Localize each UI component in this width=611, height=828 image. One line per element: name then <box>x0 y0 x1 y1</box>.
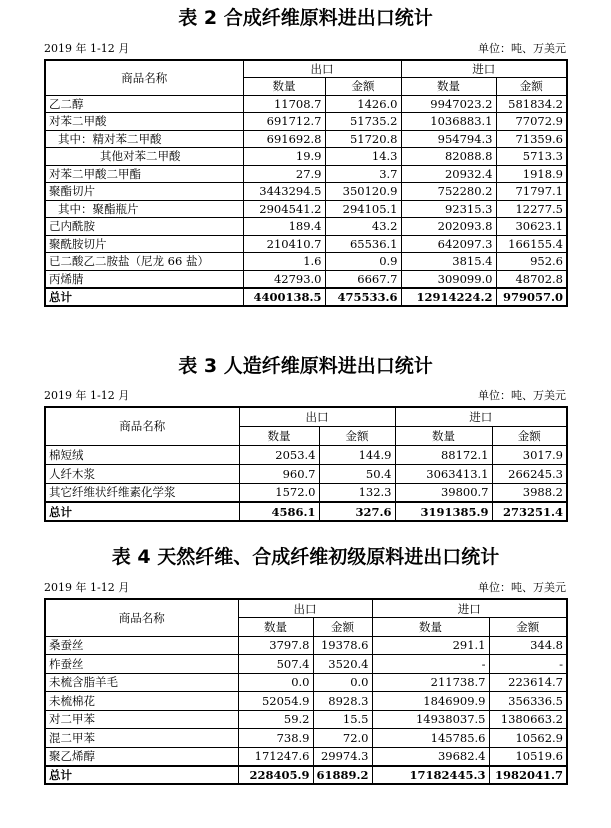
export-amount: 0.0 <box>313 673 372 692</box>
import-qty: - <box>372 655 489 674</box>
table4-header-import: 进口 <box>372 599 567 618</box>
export-amount: 132.3 <box>319 483 395 502</box>
table3-header-import-amount: 金额 <box>492 426 567 445</box>
export-qty: 2053.4 <box>239 445 319 464</box>
import-amount: 77072.9 <box>496 113 567 131</box>
table4-header-name: 商品名称 <box>45 599 238 636</box>
total-label: 总计 <box>45 288 243 306</box>
table4-header-export-qty: 数量 <box>238 618 313 637</box>
table-row <box>45 113 567 131</box>
total-export-amount: 327.6 <box>319 502 395 521</box>
row-name: 其他对苯二甲酸 <box>45 148 243 166</box>
table4-title: 表 4 天然纤维、合成纤维初级原料进出口统计 <box>111 546 500 568</box>
total-import-amount: 979057.0 <box>496 288 567 306</box>
table3-meta <box>44 389 566 403</box>
export-amount: 50.4 <box>319 464 395 483</box>
row-name: 柞蚕丝 <box>45 655 238 674</box>
export-qty: 210410.7 <box>243 235 325 253</box>
import-qty: 1846909.9 <box>372 692 489 711</box>
import-qty: 20932.4 <box>401 165 496 183</box>
export-amount: 72.0 <box>313 729 372 748</box>
row-name: 已二酸乙二胺盐（尼龙 66 盐） <box>45 253 243 271</box>
import-amount: 1380663.2 <box>489 710 567 729</box>
table3-title: 表 3 人造纤维原料进出口统计 <box>178 355 433 377</box>
table3-header-export: 出口 <box>239 407 395 426</box>
import-amount: 30623.1 <box>496 218 567 236</box>
export-amount: 15.5 <box>313 710 372 729</box>
export-amount: 14.3 <box>325 148 401 166</box>
export-amount: 0.9 <box>325 253 401 271</box>
export-qty: 0.0 <box>238 673 313 692</box>
table-row <box>45 710 567 729</box>
import-amount: 581834.2 <box>496 95 567 113</box>
table2-header-row <box>45 60 567 78</box>
table-row <box>45 95 567 113</box>
row-name: 聚乙烯醇 <box>45 747 238 766</box>
total-import-qty: 3191385.9 <box>395 502 492 521</box>
row-name: 人纤木浆 <box>45 464 239 483</box>
import-qty: 3815.4 <box>401 253 496 271</box>
table2-header-import: 进口 <box>401 60 567 78</box>
import-qty: 3063413.1 <box>395 464 492 483</box>
export-amount: 144.9 <box>319 445 395 464</box>
table2-header-import-qty: 数量 <box>401 78 496 96</box>
table2-meta <box>44 42 566 56</box>
import-amount: 12277.5 <box>496 200 567 218</box>
table4-header-export: 出口 <box>238 599 372 618</box>
table-row <box>45 148 567 166</box>
export-amount: 43.2 <box>325 218 401 236</box>
table3-grid <box>44 406 568 522</box>
export-amount: 19378.6 <box>313 636 372 655</box>
export-qty: 3443294.5 <box>243 183 325 201</box>
total-export-amount: 61889.2 <box>313 766 372 785</box>
import-amount: - <box>489 655 567 674</box>
export-qty: 960.7 <box>239 464 319 483</box>
import-qty: 82088.8 <box>401 148 496 166</box>
import-qty: 752280.2 <box>401 183 496 201</box>
table-row <box>45 253 567 271</box>
export-amount: 65536.1 <box>325 235 401 253</box>
export-qty: 52054.9 <box>238 692 313 711</box>
export-qty: 1.6 <box>243 253 325 271</box>
table-row <box>45 673 567 692</box>
import-amount: 71797.1 <box>496 183 567 201</box>
import-amount: 952.6 <box>496 253 567 271</box>
export-qty: 3797.8 <box>238 636 313 655</box>
import-amount: 3988.2 <box>492 483 567 502</box>
table2-header-export-amount: 金额 <box>325 78 401 96</box>
row-name: 其它纤维状纤维素化学浆 <box>45 483 239 502</box>
import-qty: 202093.8 <box>401 218 496 236</box>
import-qty: 1036883.1 <box>401 113 496 131</box>
export-amount: 350120.9 <box>325 183 401 201</box>
export-amount: 51720.8 <box>325 130 401 148</box>
table3-header-import: 进口 <box>395 407 567 426</box>
total-label: 总计 <box>45 502 239 521</box>
table3-unit: 单位：吨、万美元 <box>478 389 566 402</box>
table4-header-export-amount: 金额 <box>313 618 372 637</box>
table4-grid <box>44 598 568 785</box>
table4-total-row <box>45 766 567 785</box>
export-qty: 59.2 <box>238 710 313 729</box>
row-name: 聚酯切片 <box>45 183 243 201</box>
import-amount: 10519.6 <box>489 747 567 766</box>
export-amount: 8928.3 <box>313 692 372 711</box>
export-qty: 11708.7 <box>243 95 325 113</box>
import-qty: 145785.6 <box>372 729 489 748</box>
table-row <box>45 747 567 766</box>
export-qty: 27.9 <box>243 165 325 183</box>
import-qty: 39800.7 <box>395 483 492 502</box>
import-qty: 14938037.5 <box>372 710 489 729</box>
table-row <box>45 270 567 288</box>
import-amount: 223614.7 <box>489 673 567 692</box>
table-row <box>45 200 567 218</box>
table4-meta <box>44 581 566 595</box>
row-name: 桑蚕丝 <box>45 636 238 655</box>
row-name: 聚酰胺切片 <box>45 235 243 253</box>
table2-header-import-amount: 金额 <box>496 78 567 96</box>
total-export-amount: 475533.6 <box>325 288 401 306</box>
table-row <box>45 692 567 711</box>
table3-header-row <box>45 407 567 426</box>
export-qty: 691712.7 <box>243 113 325 131</box>
export-amount: 6667.7 <box>325 270 401 288</box>
import-amount: 3017.9 <box>492 445 567 464</box>
import-qty: 954794.3 <box>401 130 496 148</box>
row-name: 对苯二甲酸二甲酯 <box>45 165 243 183</box>
table2-grid <box>44 59 568 307</box>
import-amount: 5713.3 <box>496 148 567 166</box>
import-amount: 344.8 <box>489 636 567 655</box>
table4-period: 2019 年 1-12 月 <box>44 581 130 594</box>
table2-total-row <box>45 288 567 306</box>
table4-header-import-qty: 数量 <box>372 618 489 637</box>
table4-header-import-amount: 金额 <box>489 618 567 637</box>
table2-unit: 单位：吨、万美元 <box>478 42 566 55</box>
total-label: 总计 <box>45 766 238 785</box>
table2-header-name: 商品名称 <box>45 60 243 95</box>
import-qty: 309099.0 <box>401 270 496 288</box>
table-row <box>45 655 567 674</box>
table3-header-name: 商品名称 <box>45 407 239 445</box>
total-export-qty: 4586.1 <box>239 502 319 521</box>
table3-period: 2019 年 1-12 月 <box>44 389 130 402</box>
row-name: 其中：精对苯二甲酸 <box>45 130 243 148</box>
export-amount: 3.7 <box>325 165 401 183</box>
import-qty: 211738.7 <box>372 673 489 692</box>
import-amount: 166155.4 <box>496 235 567 253</box>
import-amount: 1918.9 <box>496 165 567 183</box>
table3-header-export-amount: 金额 <box>319 426 395 445</box>
table4-header-row <box>45 599 567 618</box>
export-qty: 171247.6 <box>238 747 313 766</box>
export-qty: 19.9 <box>243 148 325 166</box>
total-export-qty: 4400138.5 <box>243 288 325 306</box>
total-export-qty: 228405.9 <box>238 766 313 785</box>
export-qty: 189.4 <box>243 218 325 236</box>
row-name: 丙烯腈 <box>45 270 243 288</box>
row-name: 未梳棉花 <box>45 692 238 711</box>
total-import-qty: 17182445.3 <box>372 766 489 785</box>
table3-total-row <box>45 502 567 521</box>
import-amount: 10562.9 <box>489 729 567 748</box>
table2-header-export-qty: 数量 <box>243 78 325 96</box>
table-row <box>45 445 567 464</box>
import-qty: 642097.3 <box>401 235 496 253</box>
row-name: 对苯二甲酸 <box>45 113 243 131</box>
import-qty: 9947023.2 <box>401 95 496 113</box>
import-amount: 356336.5 <box>489 692 567 711</box>
table2-header-export: 出口 <box>243 60 401 78</box>
export-qty: 1572.0 <box>239 483 319 502</box>
row-name: 乙二醇 <box>45 95 243 113</box>
import-qty: 88172.1 <box>395 445 492 464</box>
export-qty: 507.4 <box>238 655 313 674</box>
row-name: 对二甲苯 <box>45 710 238 729</box>
import-qty: 291.1 <box>372 636 489 655</box>
row-name: 混二甲苯 <box>45 729 238 748</box>
table3-header-export-qty: 数量 <box>239 426 319 445</box>
export-amount: 3520.4 <box>313 655 372 674</box>
row-name: 棉短绒 <box>45 445 239 464</box>
export-amount: 51735.2 <box>325 113 401 131</box>
row-name: 未梳含脂羊毛 <box>45 673 238 692</box>
export-qty: 738.9 <box>238 729 313 748</box>
table-row <box>45 483 567 502</box>
row-name: 己内酰胺 <box>45 218 243 236</box>
row-name: 其中：聚酯瓶片 <box>45 200 243 218</box>
export-qty: 691692.8 <box>243 130 325 148</box>
table2-period: 2019 年 1-12 月 <box>44 42 130 55</box>
table2-title: 表 2 合成纤维原料进出口统计 <box>178 7 433 29</box>
table4-unit: 单位：吨、万美元 <box>478 581 566 594</box>
table-row <box>45 235 567 253</box>
table-row <box>45 218 567 236</box>
export-amount: 1426.0 <box>325 95 401 113</box>
export-amount: 294105.1 <box>325 200 401 218</box>
table3-header-import-qty: 数量 <box>395 426 492 445</box>
export-qty: 42793.0 <box>243 270 325 288</box>
table-row <box>45 165 567 183</box>
export-amount: 29974.3 <box>313 747 372 766</box>
table-row <box>45 729 567 748</box>
total-import-amount: 273251.4 <box>492 502 567 521</box>
import-amount: 48702.8 <box>496 270 567 288</box>
import-amount: 266245.3 <box>492 464 567 483</box>
export-qty: 2904541.2 <box>243 200 325 218</box>
import-qty: 39682.4 <box>372 747 489 766</box>
table-row <box>45 183 567 201</box>
total-import-qty: 12914224.2 <box>401 288 496 306</box>
table-row <box>45 636 567 655</box>
total-import-amount: 1982041.7 <box>489 766 567 785</box>
table-row <box>45 130 567 148</box>
table-row <box>45 464 567 483</box>
import-qty: 92315.3 <box>401 200 496 218</box>
import-amount: 71359.6 <box>496 130 567 148</box>
